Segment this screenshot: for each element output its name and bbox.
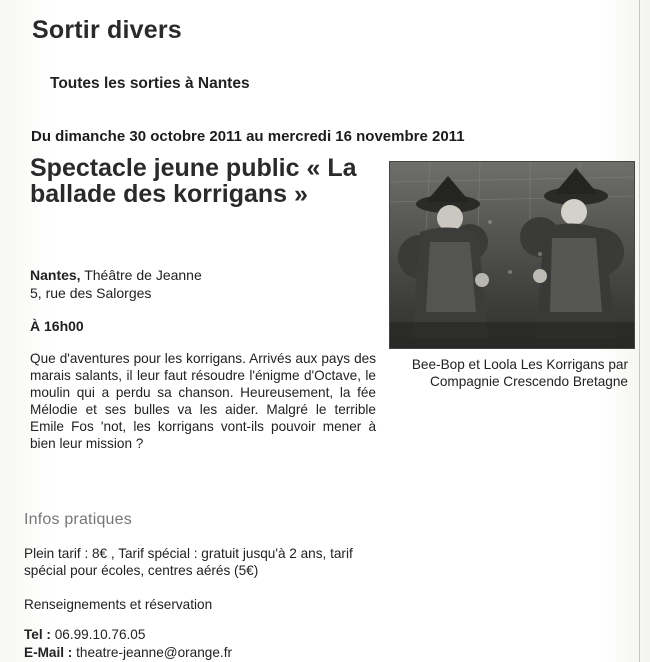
- event-time: À 16h00: [30, 318, 84, 334]
- photo-caption: Bee-Bop et Loola Les Korrigans par Compagnie Crescendo Bretagne: [411, 357, 628, 389]
- event-date-range: Du dimanche 30 octobre 2011 au mercredi 16 novembre 2011: [31, 128, 465, 145]
- event-description: Que d'aventures pour les korrigans. Arrivés aux pays des marais salants, il leur faut résoudre l'énigme d'Octave, le moulin qui a perdu sa chanson. Heureusement, la fée Mélodie et ses bulles va les aider. Malgré le terrible Emile Fos 'not, les korrigans vont-ils pouvoir mener à bien leur mission ?: [30, 351, 376, 451]
- all-outings-link[interactable]: Toutes les sorties à Nantes: [50, 75, 250, 92]
- phone-line: [24, 627, 145, 642]
- page-edge: [639, 0, 640, 662]
- tarif-info: Plein tarif : 8€ , Tarif spécial : gratuit jusqu'à 2 ans, tarif spécial pour écoles, centres aérés (5€): [24, 546, 353, 578]
- event-title: Spectacle jeune public « La ballade des korrigans »: [30, 154, 357, 208]
- venue-line: [30, 266, 202, 284]
- reservation-info: Renseignements et réservation: [24, 597, 213, 612]
- venue-name: Théâtre de Jeanne: [84, 267, 202, 283]
- email-line: [24, 645, 232, 660]
- korrigans-photo-illustration: [390, 162, 634, 348]
- event-photo: [389, 161, 635, 349]
- email-address[interactable]: theatre-jeanne@orange.fr: [76, 645, 233, 660]
- phone-number[interactable]: 06.99.10.76.05: [54, 627, 146, 642]
- section-title: Sortir divers: [32, 16, 182, 44]
- email-label: E-Mail :: [24, 645, 73, 660]
- venue-city: Nantes,: [30, 267, 81, 283]
- venue-address: 5, rue des Salorges: [30, 285, 152, 301]
- infos-title: Infos pratiques: [24, 511, 132, 528]
- phone-label: Tel :: [24, 627, 51, 642]
- event-venue: [30, 266, 202, 302]
